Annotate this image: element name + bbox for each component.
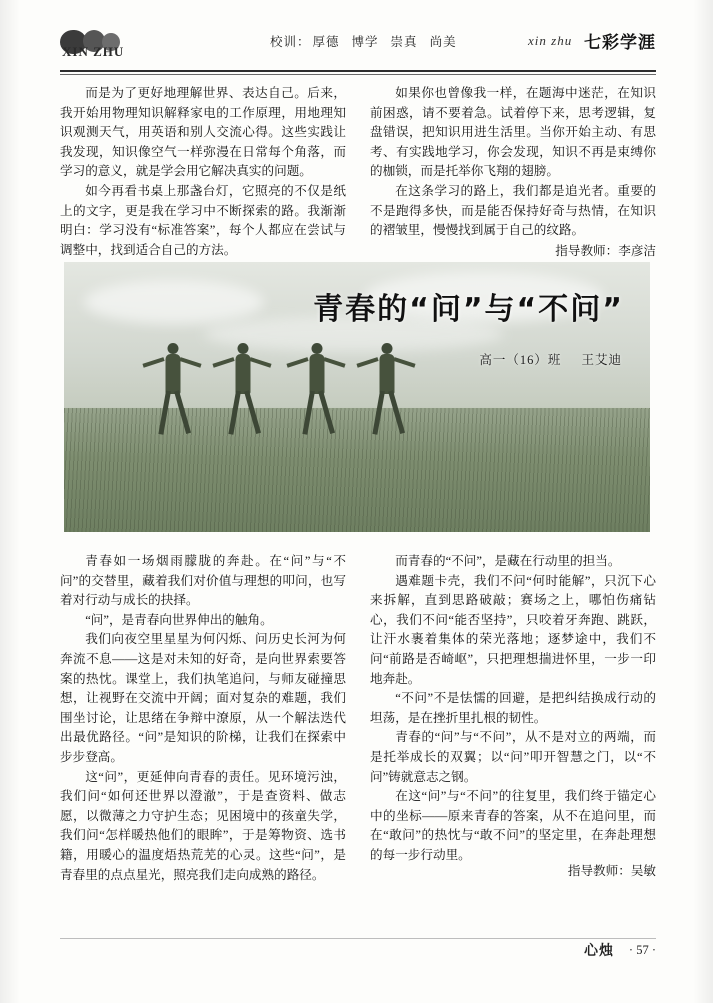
- paragraph: 如果你也曾像我一样，在题海中迷茫，在知识前困惑，请不要着急。试着停下来，思考逻辑，复盘错误，把知识用进生活里。当你开始主动、有思考、有实践地学习，你会发现，知识不再是束缚你的枷锁，而是托举你飞翔的翅膀。: [370, 86, 656, 179]
- paragraph: “问”，是青春向世界伸出的触角。: [85, 612, 273, 627]
- bottom-left-column: [60, 552, 346, 885]
- paragraph: 在这“问”与“不问”的往复里，我们终于锚定心中的坐标——原来青春的答案，从不在追问里，而在“敢问”的热忱与“敢不问”的坚定里，在奔赴理想的每一步行动里。: [370, 789, 656, 862]
- hero-person-silhouette: [374, 343, 400, 435]
- paragraph: 青春如一场烟雨朦胧的奔赴。在“问”与“不问”的交替里，藏着我们对价值与理想的叩问，也写着对行动与成长的抉择。: [60, 554, 346, 608]
- feature-hero-image: [64, 262, 650, 532]
- page-left-shadow: [0, 0, 20, 1003]
- paragraph: 如今再看书桌上那盏台灯，它照亮的不仅是纸上的文字，更是我在学习中不断探索的路。我渐渐明白：学习没有“标准答案”，每个人都应在尝试与调整中，找到适合自己的方法。: [60, 183, 346, 257]
- top-left-column: [60, 84, 346, 260]
- page-header: [60, 28, 656, 68]
- hero-cloud: [84, 280, 264, 324]
- hero-person-silhouette: [160, 343, 186, 435]
- motto-word-3: 崇真: [390, 34, 418, 49]
- top-right-column: [370, 84, 656, 241]
- hero-person-silhouette: [230, 343, 256, 435]
- header-pinyin: xin zhu: [528, 33, 573, 48]
- paragraph: 而是为了更好地理解世界、表达自己。后来，我开始用物理知识解释家电的工作原理，用地理知识观测天气，用英语和别人交流心得。这些实践让我发现，知识像空气一样弥漫在日常每个角落，而学习的意义，就是学会用它解决真实的问题。: [60, 86, 346, 179]
- byline-author: 王艾迪: [581, 353, 622, 367]
- feature-byline: [479, 350, 622, 368]
- motto-word-2: 博学: [351, 34, 379, 49]
- header-divider: [60, 70, 656, 72]
- page-number: · 57 ·: [628, 943, 656, 957]
- header-divider-thin: [60, 74, 656, 75]
- footer-divider: [60, 938, 656, 939]
- bottom-right-column: [370, 552, 656, 866]
- school-motto: [270, 32, 469, 50]
- motto-word-4: 尚美: [429, 34, 457, 49]
- paragraph: 在这条学习的路上，我们都是追光者。重要的不是跑得多快，而是能否保持好奇与热情，在知识的褶皱里，慢慢找到属于自己的纹路。: [370, 183, 656, 238]
- paragraph: “不问”不是怯懦的回避，是把纠结换成行动的坦荡，是在挫折里扎根的韧性。: [370, 691, 656, 725]
- byline-class: 高一（16）班: [479, 353, 562, 367]
- paragraph: 遇难题卡壳，我们不问“何时能解”，只沉下心来拆解，直到思路破敲；赛场之上，哪怕伤痛钻心，我们不问“能否坚持”，只咬着牙奔跑、跳跃，让汗水裹着集体的荣光落地；逐梦途中，我们不问“前路是否崎岖”，只把理想揣进怀里，一步一印地奔赴。: [370, 573, 656, 686]
- motto-label: 校训：: [270, 34, 311, 49]
- paragraph: 青春的“问”与“不问”，从不是对立的两端，而是托举成长的双翼；以“问”叩开智慧之门，以“不问”铸就意志之钢。: [370, 730, 656, 784]
- page-right-shadow: [693, 0, 713, 1003]
- hero-grass-field: [64, 408, 650, 532]
- hero-person-silhouette: [304, 343, 330, 435]
- page-footer: [60, 938, 656, 962]
- teacher-credit-top: 指导教师：李彦洁: [555, 244, 656, 258]
- teacher-credit-bottom: 指导教师：吴敏: [567, 864, 656, 878]
- paragraph: 我们向夜空里星星为何闪烁、问历史长河为何奔流不息——这是对未知的好奇，是向世界索要答案的热忱。课堂上，我们执笔追问，与师友碰撞思想，让视野在交流中开阔；面对复杂的难题，我们围坐讨论，让思绪在争辩中潦原，从一个解法迭代出最优路径。“问”是知识的阶梯，让我们在探索中步步登高。: [60, 632, 346, 764]
- motto-word-1: 厚德: [312, 34, 340, 49]
- paragraph: 而青春的“不问”，是藏在行动里的担当。: [395, 554, 621, 568]
- footer-brand: 心烛: [584, 943, 614, 959]
- header-brand: 七彩学涯: [584, 33, 656, 53]
- paragraph: 这“问”，更延伸向青春的责任。见环境污浊，我们问“如何还世界以澄澈”，于是查资料、做志愿，以微薄之力守护生态；见困境中的孩童失学，我们问“怎样暖热他们的眼眸”，于是筹物资、选书籍，用暖心的温度焐热荒芜的心灵。这些“问”，是青春里的点点星光，照亮我们走向成熟的路径。: [60, 769, 346, 882]
- feature-title: 青春的“问”与“不问”: [313, 292, 624, 327]
- logo-wordmark: XIN ZHU: [62, 44, 125, 59]
